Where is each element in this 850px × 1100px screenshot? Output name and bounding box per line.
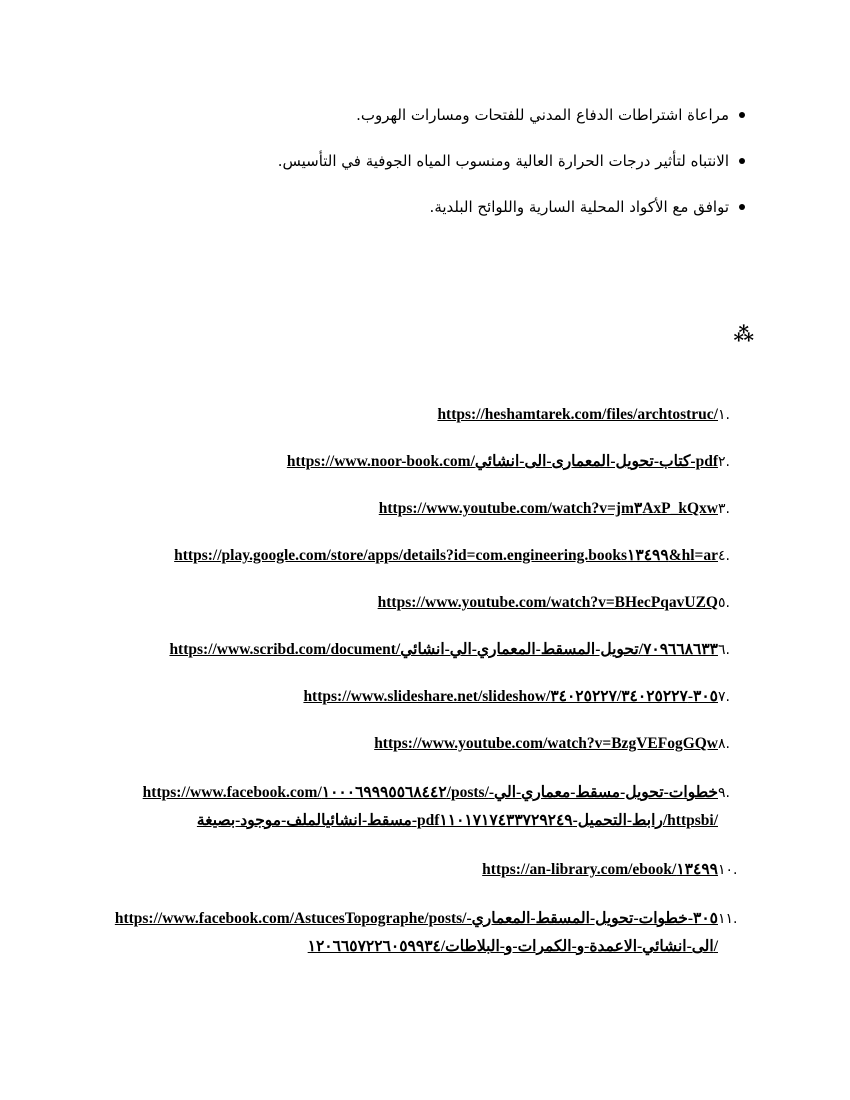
reference-item-10 [110, 858, 750, 882]
bullet-item [105, 138, 745, 184]
reference-number: .٦ [718, 642, 730, 658]
reference-link[interactable]: https://www.noor-book.com/كتاب-تحويل-المعمارى-الى-انشائي-pdf [286, 453, 718, 470]
reference-number: .٢ [718, 454, 730, 470]
reference-item-1 [110, 403, 750, 427]
reference-number: .٣ [718, 501, 730, 517]
bullet-text: توافق مع الأكواد المحلية السارية واللوائح البلدية. [429, 198, 729, 216]
bullet-dot-icon [739, 204, 745, 210]
bullet-item [105, 92, 745, 138]
reference-item-6 [110, 638, 750, 662]
reference-item-9 [110, 779, 750, 835]
reference-link[interactable]: https://www.youtube.com/watch?v=BHecPqavUZQ [377, 594, 718, 611]
references-list [110, 403, 750, 984]
reference-number: .٧ [718, 689, 730, 705]
bullet-text: مراعاة اشتراطات الدفاع المدني للفتحات ومسارات الهروب. [356, 106, 729, 124]
reference-link[interactable]: https://an-library.com/ebook/١٣٤٩٩ [482, 861, 718, 878]
reference-item-11 [110, 905, 750, 961]
reference-number: .١٠ [718, 862, 738, 878]
bullet-dot-icon [739, 112, 745, 118]
reference-link[interactable]: https://www.slideshare.net/slideshow/٣٠٥-٣٤٠٢٥٢٢٧/٣٤٠٢٥٢٢٧ [303, 688, 718, 705]
reference-link[interactable]: https://www.scribd.com/document/٧٠٩٦٦٨٦٣٣/تحويل-المسقط-المعماري-الي-انشائي [169, 641, 718, 658]
reference-link[interactable]: https://www.youtube.com/watch?v=jm٣AxP_kQxw [378, 500, 718, 517]
bullet-dot-icon [739, 158, 745, 164]
reference-number: .٥ [718, 595, 730, 611]
reference-number: .٨ [718, 736, 730, 752]
section-separator: ⁂ [733, 324, 754, 346]
bullet-text: الانتباه لتأثير درجات الحرارة العالية ومنسوب المياه الجوفية في التأسيس. [277, 152, 729, 170]
requirements-bullet-list [105, 92, 745, 230]
reference-link[interactable]: https://www.facebook.com/AstucesTopographe/posts/٣٠٥-خطوات-تحويل-المسقط-المعماري-الى-انشائي-الاعمدة-و-الكمرات-و-البلاطات/١٢٠٦٦٥٧٢٢٦٠٥٩٩٣٤/ [114, 910, 718, 955]
reference-item-2 [110, 450, 750, 474]
reference-item-3 [110, 497, 750, 521]
reference-link[interactable]: https://heshamtarek.com/files/archtostruc/ [437, 406, 718, 423]
reference-item-4 [110, 544, 750, 568]
reference-number: .١١ [718, 911, 738, 927]
reference-number: .٤ [718, 548, 730, 564]
reference-item-7 [110, 685, 750, 709]
reference-item-8 [110, 732, 750, 756]
reference-item-5 [110, 591, 750, 615]
reference-link[interactable]: https://www.youtube.com/watch?v=BzgVEFogGQw [374, 735, 718, 752]
reference-number: .٩ [718, 785, 730, 801]
reference-number: .١ [718, 407, 730, 423]
reference-link[interactable]: https://www.facebook.com/١٠٠٠٦٩٩٩٥٥٦٨٤٤٢/posts/خطوات-تحويل-مسقط-معماري-الي-مسقط-انشائيالملف-موجود-بصيغة-pdfرابط-التحميل-١١٠١٧١٧٤٣٣٧٢٩٢٤٩/httpsbi/ [142, 784, 718, 829]
reference-link[interactable]: https://play.google.com/store/apps/details?id=com.engineering.books١٣٤٩٩&hl=ar [174, 547, 718, 564]
bullet-item [105, 184, 745, 230]
